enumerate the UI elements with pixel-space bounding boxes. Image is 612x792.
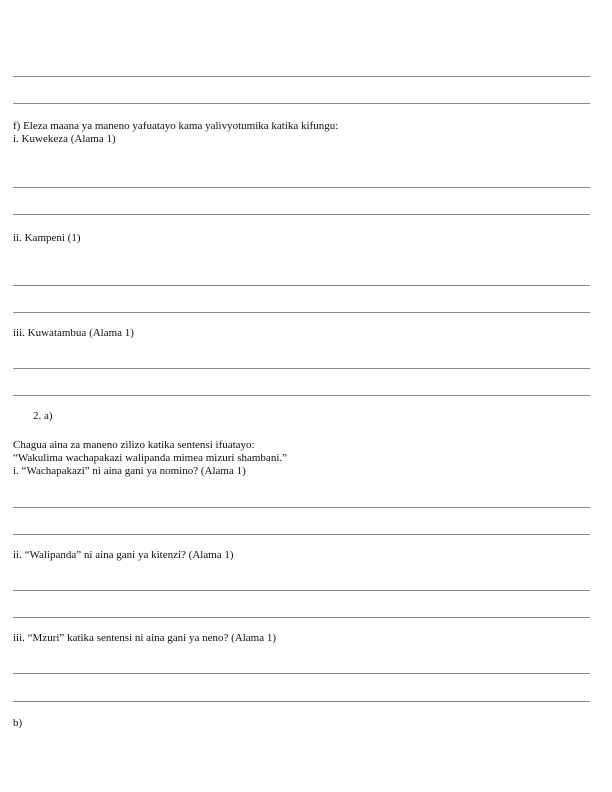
answer-line [13,214,590,215]
question-2-item-1: i. “Wachapakazi” ni aina gani ya nomino? (Alama 1) [13,465,246,477]
question-f-prompt: f) Eleza maana ya maneno yafuatayo kama yalivyotumika katika kifungu: [13,120,339,132]
answer-line [13,187,590,188]
answer-line [13,103,590,104]
question-f-item-1: i. Kuwekeza (Alama 1) [13,133,116,145]
question-2-number: 2. a) [33,410,53,422]
answer-line [13,590,590,591]
answer-line [13,285,590,286]
answer-line [13,673,590,674]
answer-line [13,617,590,618]
question-2-instruction: Chagua aina za maneno zilizo katika sentensi ifuatayo: [13,439,255,451]
question-f-item-3: iii. Kuwatambua (Alama 1) [13,327,134,339]
answer-line [13,76,590,77]
answer-line [13,701,590,702]
answer-line [13,534,590,535]
answer-line [13,507,590,508]
answer-line [13,368,590,369]
question-f-item-2: ii. Kampeni (1) [13,232,81,244]
answer-line [13,312,590,313]
question-2-sentence: “Wakulima wachapakazi walipanda mimea mizuri shambani.” [13,452,288,464]
question-2-part-b-label: b) [13,717,23,729]
question-2-item-3: iii. “Mzuri” katika sentensi ni aina gani ya neno? (Alama 1) [13,632,276,644]
question-2-item-2: ii. “Walipanda” ni aina gani ya kitenzi? (Alama 1) [13,549,234,561]
answer-line [13,395,590,396]
